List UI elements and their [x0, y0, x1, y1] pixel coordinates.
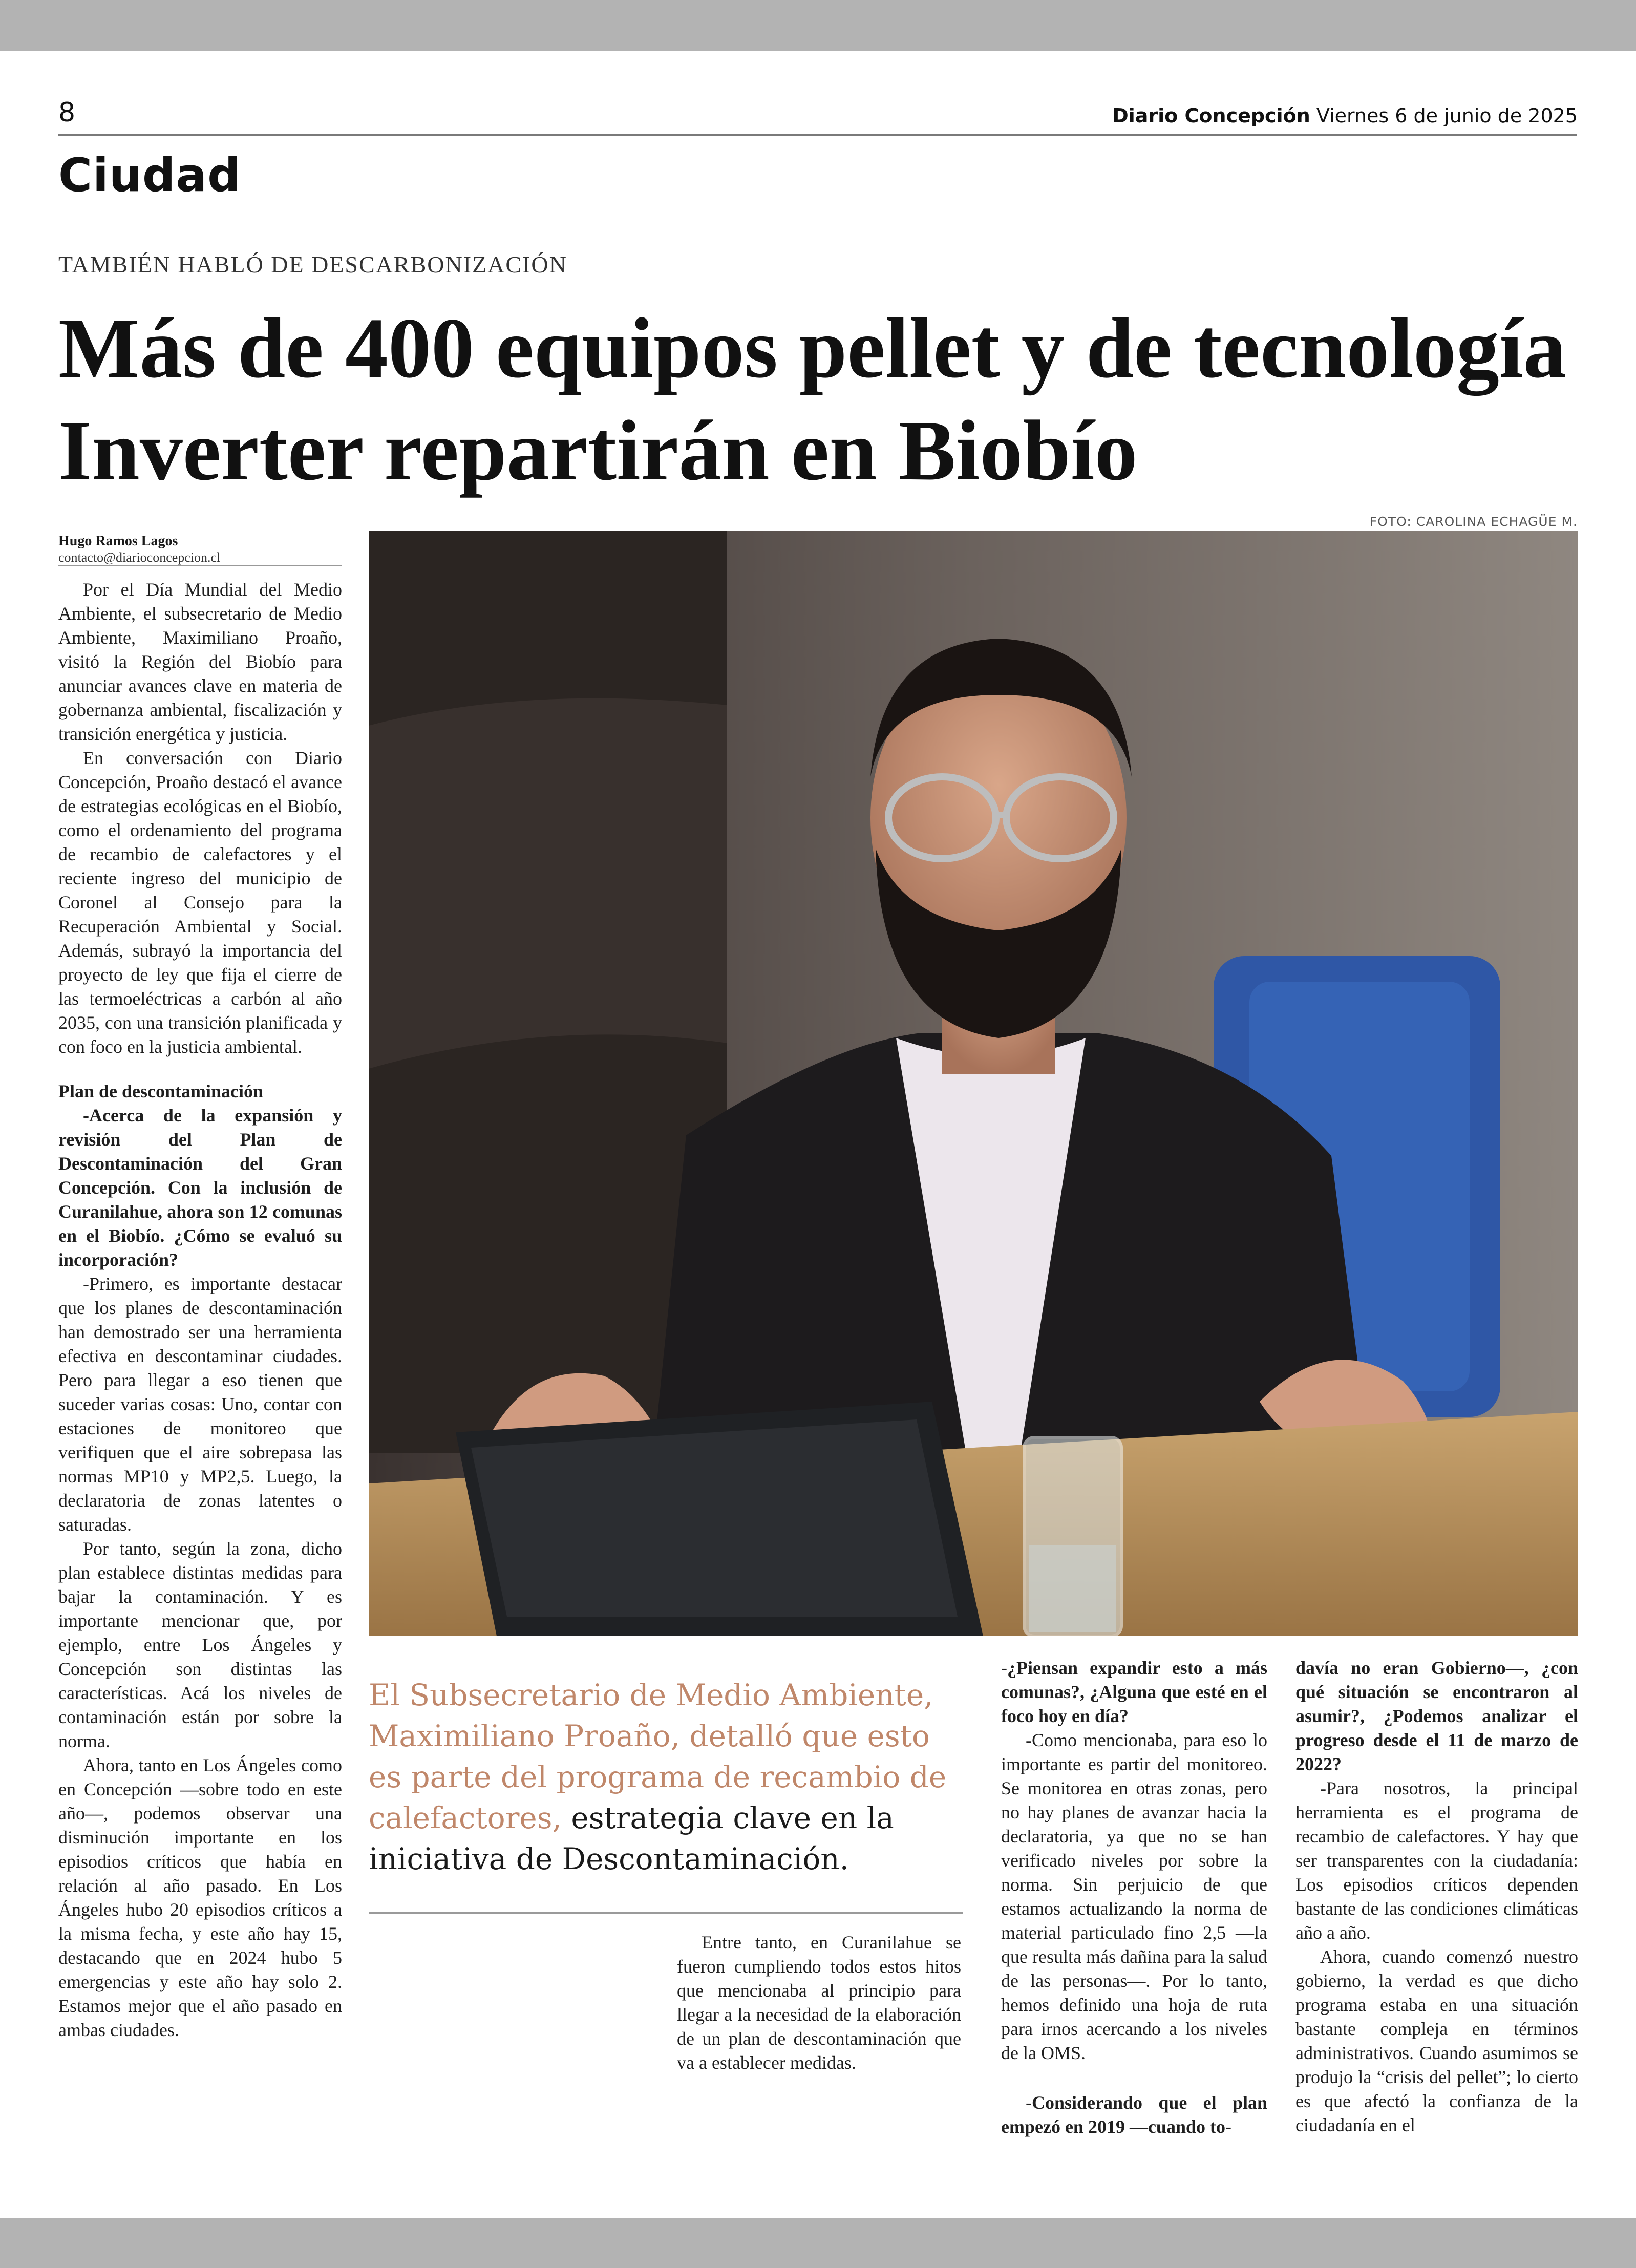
author-email: contacto@diarioconcepcion.cl [58, 550, 221, 565]
header-divider [58, 134, 1577, 136]
paragraph: Por tanto, según la zona, dicho plan establece distintas medidas para bajar la contaminación. Y es importante mencionar que, por ejemplo, entre Los Ángeles y Concepción son distintas las características. Acá los niveles de contaminación están por sobre la norma. [58, 1538, 342, 1751]
paragraph: -Como mencionaba, para eso lo importante es partir del monitoreo. Se monitorea en otras zonas, pero no hay planes de avanzar hacia la declaratoria, ya que no se han verificado niveles por sobre la norma. Sin perjuicio de que estamos actualizando la norma de material particulado fino 2,5 —la que resulta más dañina para la salud de las personas—. Por lo tanto, hemos definido una hoja de ruta para irnos acercando a los niveles de la OMS. [1001, 1730, 1267, 2063]
paragraph: -Para nosotros, la principal herramienta es el programa de recambio de calefactores. Y hay que ser transparentes con la ciudadanía: Los episodios críticos dependen bastante de las condiciones climáticas año a año. [1295, 1778, 1578, 1943]
bottom-margin-band [0, 2218, 1636, 2268]
article-column-3 [677, 1931, 961, 2075]
article-column-1 [58, 578, 342, 2042]
article-photo [369, 531, 1578, 1636]
byline [58, 533, 342, 565]
pull-quote-divider [369, 1912, 963, 1914]
pull-quote [369, 1674, 963, 1879]
pull-quote-rest: estrategia clave en la iniciativa de Descontaminación. [369, 1800, 894, 1876]
paragraph: En conversación con Diario Concepción, Proaño destacó el avance de estrategias ecológicas en el Biobío, como el ordenamiento del programa de recambio de calefactores y el reciente ingreso del municipio de Coronel al Consejo para la Recuperación Ambiental y Social. Además, subrayó la importancia del proyecto de ley que fija el cierre de las termoeléctricas a carbón al año 2035, con una transición planificada y con foco en la justicia ambiental. [58, 748, 342, 1057]
article-column-4 [1001, 1656, 1267, 2139]
interview-question: -Acerca de la expansión y revisión del Plan de Descontaminación del Gran Concepción. Con la inclusión de Curanilahue, ahora son 12 comunas en el Biobío. ¿Cómo se evaluó su incorporación? [58, 1105, 342, 1270]
subheading: Plan de descontaminación [58, 1081, 264, 1101]
paragraph: Por el Día Mundial del Medio Ambiente, el subsecretario de Medio Ambiente, Maximiliano Proaño, visitó la Región del Biobío para anunciar avances clave en materia de gobernanza ambiental, fiscalización y transición energética y justicia. [58, 579, 342, 744]
paragraph: Ahora, cuando comenzó nuestro gobierno, la verdad es que dicho programa estaba en una situación bastante compleja en términos administrativos. Cuando asumimos se produjo la “crisis del pellet”; lo cierto es que afectó la confianza de la ciudadanía en el [1295, 1946, 1578, 2135]
top-margin-band [0, 0, 1636, 51]
paragraph: Entre tanto, en Curanilahue se fueron cumpliendo todos estos hitos que mencionaba al principio para llegar a la necesidad de la elaboración de un plan de descontaminación que va a establecer medidas. [677, 1932, 961, 2073]
paragraph: Ahora, tanto en Los Ángeles como en Concepción —sobre todo en este año—, podemos observar una disminución importante en los episodios críticos que había en relación al año pasado. En Los Ángeles hubo 20 episodios críticos a la misma fecha, y este año hay 15, destacando que en 2024 hubo 5 emergencias y este año hay solo 2. Estamos mejor que el año pasado en ambas ciudades. [58, 1755, 342, 2040]
masthead [1112, 104, 1578, 127]
author-name: Hugo Ramos Lagos [58, 533, 178, 549]
interview-question: davía no eran Gobierno—, ¿con qué situación se encontraron al asumir?, ¿Podemos analizar el progreso desde el 11 de marzo de 2022? [1295, 1658, 1578, 1774]
page-number: 8 [58, 97, 76, 128]
byline-divider [58, 565, 342, 566]
issue-date: Viernes 6 de junio de 2025 [1316, 104, 1578, 127]
article-headline [58, 297, 1589, 502]
headline-bold: Más de 400 equipos [58, 301, 778, 396]
pull-quote-accent: El Subsecretario de Medio Ambiente, Maximiliano Proaño, detalló que esto es parte del programa de recambio de calefactores, [369, 1678, 947, 1835]
paragraph: -Primero, es importante destacar que los planes de descontaminación han demostrado ser una herramienta efectiva en descontaminar ciudades. Pero para llegar a eso tienen que suceder varias cosas: Uno, contar con estaciones de monitoreo que verifiquen que el aire sobrepasa las normas MP10 y MP2,5. Luego, la declaratoria de zonas latentes o saturadas. [58, 1274, 342, 1535]
headline-rest: pellet y de tecnología Inverter repartirán en Biobío [58, 301, 1566, 498]
photo-credit: FOTO: CAROLINA ECHAGÜE M. [1369, 514, 1578, 529]
paper-name: Diario Concepción [1112, 104, 1310, 127]
article-column-5 [1295, 1656, 1578, 2137]
interview-question: -Considerando que el plan empezó en 2019 —cuando to- [1001, 2092, 1267, 2137]
section-title: Ciudad [58, 149, 241, 202]
article-kicker: TAMBIÉN HABLÓ DE DESCARBONIZACIÓN [58, 251, 567, 278]
interview-question: -¿Piensan expandir esto a más comunas?, ¿Alguna que esté en el foco hoy en día? [1001, 1658, 1267, 1726]
spacer [1001, 2065, 1267, 2091]
